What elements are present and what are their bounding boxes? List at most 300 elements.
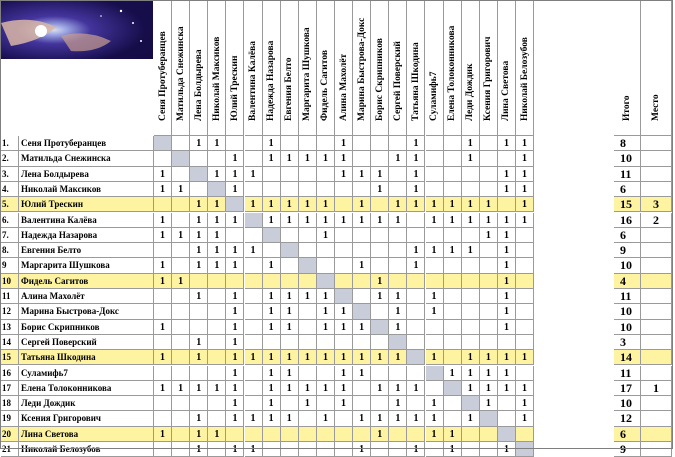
score-cell [426,274,444,289]
score-cell: 1 [444,366,462,381]
self-cell [172,151,190,166]
score-cell [172,197,190,212]
place-cell [641,320,672,335]
row-number: 7. [1,228,19,243]
score-cell [172,411,190,426]
score-cell [462,274,480,289]
row-number: 17 [1,381,19,396]
score-cell [154,151,172,166]
score-cell: 1 [208,243,226,258]
score-cell [190,396,208,411]
score-cell: 1 [371,350,389,365]
self-cell [371,320,389,335]
score-cell: 1 [190,289,208,304]
score-cell [516,228,534,243]
self-cell [281,243,299,258]
score-cell [172,320,190,335]
score-cell [480,320,498,335]
score-cell [498,396,516,411]
score-cell: 1 [317,411,335,426]
total-cell: 6 [614,427,641,442]
score-cell [263,167,281,182]
score-cell: 1 [353,197,371,212]
score-cell: 1 [154,350,172,365]
total-cell: 11 [614,167,641,182]
participant-name: Николай Белозубов [19,442,154,457]
score-cell [353,335,371,350]
place-cell [641,289,672,304]
score-cell: 1 [407,151,425,166]
column-header-label: Сергей Поверский [392,41,403,121]
score-cell [317,258,335,273]
score-cell: 1 [154,182,172,197]
score-cell: 1 [516,136,534,151]
score-cell [172,243,190,258]
score-cell [516,289,534,304]
score-cell: 1 [371,411,389,426]
score-cell: 1 [462,136,480,151]
score-cell [299,320,317,335]
score-cell [317,427,335,442]
score-cell [498,411,516,426]
score-cell: 1 [154,274,172,289]
score-cell [245,320,263,335]
score-cell [281,442,299,457]
column-header [426,1,444,136]
score-cell [498,197,516,212]
score-cell [407,427,425,442]
score-cell: 1 [426,289,444,304]
score-cell: 1 [299,213,317,228]
score-cell: 1 [263,213,281,228]
score-cell: 1 [462,197,480,212]
total-cell: 9 [614,243,641,258]
score-cell: 1 [263,289,281,304]
score-cell: 1 [226,366,244,381]
score-cell: 1 [353,411,371,426]
row-number: 12 [1,304,19,319]
column-header [281,1,299,136]
score-cell: 1 [226,167,244,182]
score-cell [353,289,371,304]
score-cell [190,304,208,319]
score-cell [480,243,498,258]
score-cell [154,289,172,304]
score-cell: 1 [498,243,516,258]
score-cell: 1 [335,213,353,228]
score-cell: 1 [498,167,516,182]
score-cell: 1 [263,381,281,396]
participant-name: Ксения Григорович [19,411,154,426]
score-cell [389,243,407,258]
score-cell: 1 [245,197,263,212]
score-cell: 1 [498,320,516,335]
score-cell: 1 [498,289,516,304]
place-header [641,1,672,136]
score-cell: 1 [498,182,516,197]
participant-name: Надежда Назарова [19,228,154,243]
score-cell [480,335,498,350]
score-cell [172,335,190,350]
self-cell [317,274,335,289]
score-cell [389,136,407,151]
score-cell [444,136,462,151]
score-cell [335,411,353,426]
score-cell [462,320,480,335]
score-cell: 1 [154,258,172,273]
score-cell: 1 [426,411,444,426]
score-cell [208,151,226,166]
score-cell [317,136,335,151]
score-cell: 1 [154,381,172,396]
score-cell [263,442,281,457]
row-number: 11 [1,289,19,304]
place-cell [641,182,672,197]
score-cell: 1 [353,213,371,228]
score-cell [516,335,534,350]
score-cell: 1 [353,320,371,335]
participant-name: Татьяна Шкодина [19,350,154,365]
column-header-label: Евгения Белто [284,57,295,121]
score-cell: 1 [444,442,462,457]
score-cell: 1 [190,243,208,258]
score-cell: 1 [299,197,317,212]
score-cell [172,350,190,365]
score-cell: 1 [389,381,407,396]
row-number: 18 [1,396,19,411]
score-cell: 1 [371,167,389,182]
score-cell: 1 [462,151,480,166]
participant-name: Николай Максиков [19,182,154,197]
column-header [389,1,407,136]
score-cell: 1 [462,381,480,396]
total-header [614,1,641,136]
score-cell [426,167,444,182]
score-cell [299,228,317,243]
score-cell: 1 [226,442,244,457]
row-number: 19 [1,411,19,426]
score-cell [516,243,534,258]
score-cell [426,335,444,350]
column-header-label: Лена Болдырева [193,49,204,121]
score-cell: 1 [516,381,534,396]
column-header [335,1,353,136]
score-cell [190,366,208,381]
place-cell: 2 [641,213,672,228]
score-cell: 1 [498,136,516,151]
score-cell [335,243,353,258]
score-cell [281,396,299,411]
score-cell: 1 [245,243,263,258]
row-number: 9 [1,258,19,273]
score-cell [426,182,444,197]
score-cell: 1 [480,197,498,212]
score-cell [444,320,462,335]
score-cell: 1 [407,258,425,273]
score-cell [480,427,498,442]
participant-name: Елена Толоконникова [19,381,154,396]
score-cell [444,182,462,197]
score-cell: 1 [190,427,208,442]
self-cell [389,335,407,350]
total-cell: 4 [614,274,641,289]
score-cell [317,243,335,258]
score-cell: 1 [226,350,244,365]
score-cell [263,274,281,289]
score-cell [281,182,299,197]
score-cell [480,182,498,197]
score-cell: 1 [516,396,534,411]
score-cell: 1 [190,197,208,212]
score-cell [353,427,371,442]
score-cell [263,243,281,258]
score-cell: 1 [335,320,353,335]
score-cell: 1 [389,411,407,426]
score-cell: 1 [317,320,335,335]
score-cell [154,243,172,258]
self-cell [498,427,516,442]
score-cell [462,228,480,243]
score-cell [335,442,353,457]
score-cell: 1 [245,411,263,426]
column-header-label: Матильда Снежинска [175,26,186,121]
score-cell: 1 [516,167,534,182]
score-cell: 1 [389,289,407,304]
score-cell: 1 [498,228,516,243]
score-cell: 1 [226,258,244,273]
row-number: 2. [1,151,19,166]
score-cell [444,304,462,319]
score-cell [371,258,389,273]
place-cell [641,243,672,258]
score-cell: 1 [444,427,462,442]
score-cell [480,151,498,166]
score-cell: 1 [281,289,299,304]
score-cell: 1 [444,197,462,212]
score-cell [407,274,425,289]
score-cell [335,335,353,350]
place-cell [641,366,672,381]
score-cell [208,320,226,335]
score-cell [299,182,317,197]
score-cell: 1 [371,381,389,396]
self-cell [444,381,462,396]
score-cell [154,335,172,350]
score-cell: 1 [407,411,425,426]
score-cell: 1 [462,350,480,365]
total-header-label: Итого [622,95,632,121]
score-cell [245,136,263,151]
score-cell [154,304,172,319]
score-cell [462,304,480,319]
score-cell [426,258,444,273]
score-cell [462,289,480,304]
score-cell [281,136,299,151]
score-cell: 1 [226,243,244,258]
score-cell: 1 [353,167,371,182]
score-cell [226,228,244,243]
score-cell [353,136,371,151]
score-cell: 1 [498,258,516,273]
column-header [371,1,389,136]
score-cell [371,396,389,411]
column-header-label: Марина Быстрова-Докс [356,17,367,121]
score-cell [172,427,190,442]
row-number: 20 [1,427,19,442]
score-cell: 1 [407,167,425,182]
total-cell: 11 [614,366,641,381]
score-cell: 1 [480,381,498,396]
score-cell [371,151,389,166]
score-cell: 1 [480,396,498,411]
participant-name: Сергей Поверский [19,335,154,350]
score-cell [389,228,407,243]
score-cell: 1 [407,136,425,151]
self-cell [226,197,244,212]
column-header [245,1,263,136]
score-cell: 1 [281,350,299,365]
score-cell: 1 [353,442,371,457]
score-cell [245,366,263,381]
score-cell: 1 [226,381,244,396]
self-cell [353,304,371,319]
column-header [516,1,534,136]
score-cell: 1 [426,396,444,411]
score-cell [516,274,534,289]
score-cell [462,258,480,273]
score-cell [444,396,462,411]
score-cell: 1 [444,243,462,258]
score-cell: 1 [263,151,281,166]
score-cell [172,442,190,457]
row-number: 21 [1,442,19,457]
score-cell [208,366,226,381]
score-cell: 1 [263,320,281,335]
score-cell [480,442,498,457]
score-cell: 1 [226,396,244,411]
score-cell: 1 [480,213,498,228]
score-cell: 1 [407,243,425,258]
score-cell [480,167,498,182]
score-cell [444,411,462,426]
score-cell: 1 [516,411,534,426]
score-cell: 1 [281,366,299,381]
score-cell: 1 [335,396,353,411]
score-cell [172,304,190,319]
score-cell: 1 [226,335,244,350]
score-cell: 1 [426,197,444,212]
score-cell [263,182,281,197]
score-cell [317,335,335,350]
score-cell: 1 [154,213,172,228]
score-cell: 1 [335,151,353,166]
score-cell [245,335,263,350]
place-cell [641,228,672,243]
score-cell [371,197,389,212]
score-cell [371,228,389,243]
total-cell: 3 [614,335,641,350]
total-cell: 16 [614,213,641,228]
score-cell: 1 [516,151,534,166]
self-cell [208,182,226,197]
score-cell [444,350,462,365]
score-cell: 1 [263,366,281,381]
score-cell: 1 [190,350,208,365]
score-cell: 1 [317,151,335,166]
score-cell: 1 [317,350,335,365]
column-header-label: Юлий Трескин [229,55,240,121]
score-cell: 1 [371,427,389,442]
score-cell [389,258,407,273]
score-cell: 1 [190,381,208,396]
score-cell: 1 [245,167,263,182]
score-cell [335,197,353,212]
score-cell: 1 [263,304,281,319]
score-cell: 1 [154,427,172,442]
score-cell [480,274,498,289]
score-cell: 1 [226,213,244,228]
score-cell [353,274,371,289]
score-cell [172,289,190,304]
score-cell: 1 [281,320,299,335]
score-cell [172,136,190,151]
score-cell [426,320,444,335]
score-cell: 1 [498,442,516,457]
score-cell: 1 [353,366,371,381]
score-cell [208,396,226,411]
score-cell [245,228,263,243]
score-cell: 1 [426,350,444,365]
score-cell [317,167,335,182]
score-cell: 1 [190,411,208,426]
score-cell [154,442,172,457]
self-cell [426,366,444,381]
score-cell [389,427,407,442]
score-cell: 1 [426,243,444,258]
total-cell: 6 [614,228,641,243]
self-cell [335,289,353,304]
score-cell: 1 [335,136,353,151]
score-cell: 1 [335,304,353,319]
score-cell [245,274,263,289]
row-number: 15 [1,350,19,365]
score-cell [245,427,263,442]
score-cell [389,274,407,289]
score-cell: 1 [281,151,299,166]
score-cell [444,151,462,166]
score-cell: 1 [389,396,407,411]
column-header-label: Николай Белозубов [519,37,530,121]
score-cell: 1 [281,213,299,228]
score-cell [353,151,371,166]
score-cell [245,304,263,319]
score-cell [371,243,389,258]
row-number: 5. [1,197,19,212]
score-cell [208,274,226,289]
score-cell: 1 [480,228,498,243]
score-cell [245,289,263,304]
score-cell [226,427,244,442]
score-cell [426,136,444,151]
score-cell: 1 [389,320,407,335]
total-cell: 10 [614,320,641,335]
participant-name: Суламифь7 [19,366,154,381]
place-cell [641,151,672,166]
row-number: 6. [1,213,19,228]
score-cell [407,213,425,228]
score-cell [371,335,389,350]
score-cell: 1 [516,213,534,228]
